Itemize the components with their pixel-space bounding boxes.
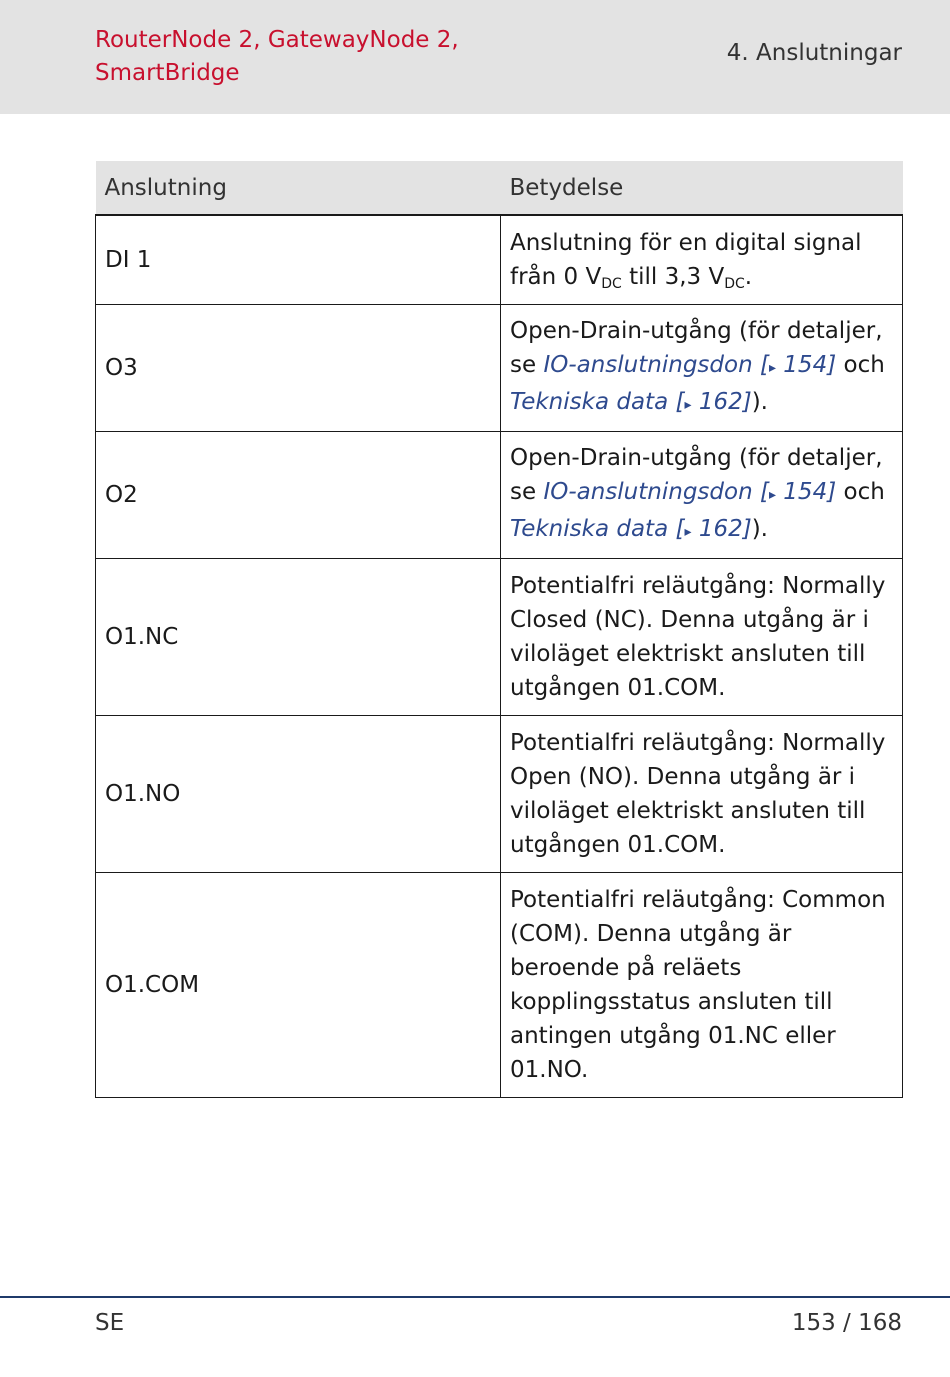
xref-label: IO-anslutningsdon — [543, 352, 753, 378]
page-arrow-icon: ▸ — [768, 360, 776, 376]
connection-name: O1.NO — [96, 716, 501, 873]
connection-name: O1.NC — [96, 559, 501, 716]
footer-divider — [0, 1296, 950, 1298]
connection-name: O1.COM — [96, 873, 501, 1098]
column-header-meaning: Betydelse — [501, 161, 903, 215]
footer-page-number: 153 / 168 — [791, 1310, 902, 1336]
connection-meaning — [501, 432, 903, 559]
meaning-text: Open-Drain-utgång (för detaljer, se — [510, 445, 883, 505]
xref-page: 154 — [783, 352, 828, 378]
meaning-text: och — [836, 479, 885, 505]
meaning-text: till 3,3 V — [621, 264, 725, 290]
xref-link-technical-data[interactable]: Tekniska data [▸ 162] — [510, 516, 752, 542]
xref-link-io-connector[interactable]: IO-anslutningsdon [▸ 154] — [543, 479, 837, 505]
meaning-text: Open-Drain-utgång (för detaljer, se — [510, 318, 883, 378]
table-row — [96, 873, 903, 1098]
xref-page: 162 — [698, 389, 743, 415]
table-row — [96, 559, 903, 716]
table-row — [96, 716, 903, 873]
connection-name: DI 1 — [96, 215, 501, 305]
page-header — [0, 0, 950, 114]
table-row — [96, 305, 903, 432]
connection-meaning: Potentialfri reläutgång: Normally Closed (NC). Denna utgång är i viloläget elektriskt ansluten till utgången 01.COM. — [501, 559, 903, 716]
table-row — [96, 432, 903, 559]
connection-meaning: Potentialfri reläutgång: Common (COM). Denna utgång är beroende på reläets kopplingsstatus ansluten till antingen utgång 01.NC eller 01.NO. — [501, 873, 903, 1098]
subscript: DC — [601, 276, 622, 292]
column-header-connection: Anslutning — [96, 161, 501, 215]
xref-label: IO-anslutningsdon — [543, 479, 753, 505]
meaning-text: från 0 V — [510, 264, 602, 290]
xref-label: Tekniska data — [510, 516, 669, 542]
document-title — [95, 24, 459, 90]
meaning-text: och — [836, 352, 885, 378]
meaning-text: ). — [751, 389, 768, 415]
xref-page: 154 — [783, 479, 828, 505]
connection-meaning — [501, 305, 903, 432]
page-arrow-icon: ▸ — [684, 524, 692, 540]
document-title-line2: SmartBridge — [95, 60, 240, 86]
meaning-text: ). — [751, 516, 768, 542]
connection-meaning: Potentialfri reläutgång: Normally Open (NO). Denna utgång är i viloläget elektriskt ansluten till utgången 01.COM. — [501, 716, 903, 873]
xref-label: Tekniska data — [510, 389, 669, 415]
page-arrow-icon: ▸ — [684, 397, 692, 413]
document-title-line1: RouterNode 2, GatewayNode 2, — [95, 27, 459, 53]
xref-link-io-connector[interactable]: IO-anslutningsdon [▸ 154] — [543, 352, 837, 378]
footer-language: SE — [95, 1310, 125, 1336]
subscript: DC — [724, 276, 745, 292]
meaning-text: Anslutning för en digital signal — [510, 230, 862, 256]
page-arrow-icon: ▸ — [768, 487, 776, 503]
connection-name: O3 — [96, 305, 501, 432]
xref-page: 162 — [698, 516, 743, 542]
chapter-title: 4. Anslutningar — [726, 40, 902, 66]
table-row — [96, 215, 903, 305]
table-header-row — [96, 161, 903, 215]
connection-name: O2 — [96, 432, 501, 559]
meaning-text: . — [744, 264, 753, 290]
connection-meaning — [501, 215, 903, 305]
connection-table — [95, 161, 903, 1098]
xref-link-technical-data[interactable]: Tekniska data [▸ 162] — [510, 389, 752, 415]
